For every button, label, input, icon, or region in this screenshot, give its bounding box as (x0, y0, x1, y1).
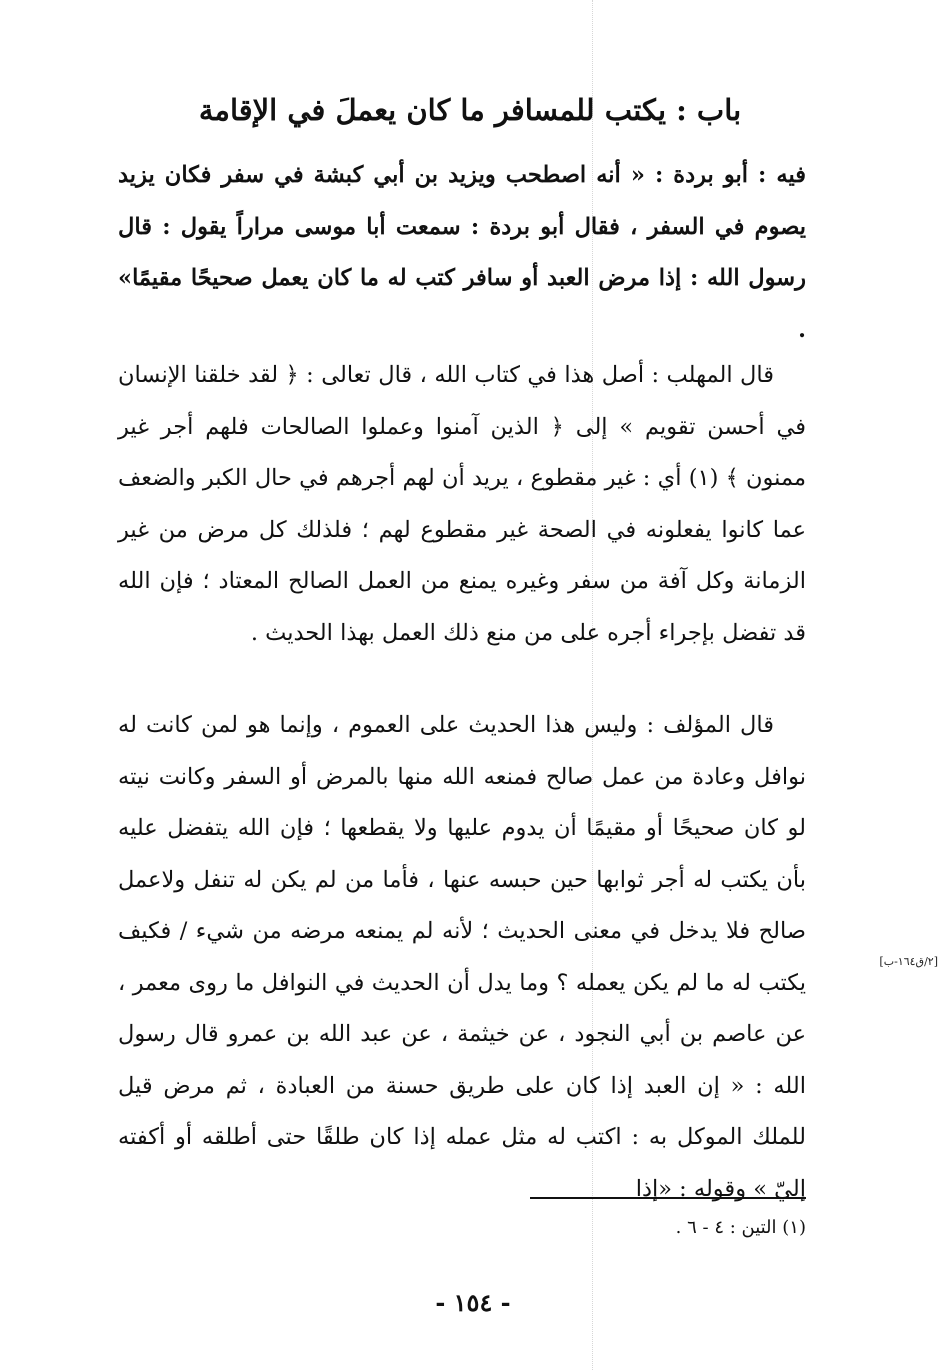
chapter-title: باب : يكتب للمسافر ما كان يعملَ في الإقامة (198, 93, 742, 127)
page-number: - ١٥٤ - (435, 1288, 511, 1317)
footnote: (١) التين : ٤ - ٦ . (675, 1217, 806, 1238)
paragraph-muhallab: قال المهلب : أصل هذا في كتاب الله ، قال تعالى : ﴿ لقد خلقنا الإنسان في أحسن تقويم » إلى ﴿ الذين آمنوا وعملوا الصالحات فلهم أجر غير ممنون ﴾ (١) أي : غير مقطوع ، يريد أن لهم أجرهم في حال الكبر والضعف عما كانوا يفعلونه في الصحة غير مقطوع لهم ؛ فلذلك كل مرض من غير الزمانة وكل آفة من سفر وغيره يمنع من العمل الصالح المعتاد ؛ فإن الله قد تفضل بإجراء أجره على من منع ذلك العمل بهذا الحديث . (118, 362, 807, 646)
paragraph-author: قال المؤلف : وليس هذا الحديث على العموم ، وإنما هو لمن كانت له نوافل وعادة من عمل صالح فمنعه الله منها بالمرض أو السفر وكانت نيته لو كان صحيحًا أو مقيمًا أن يدوم عليها ولا يقطعها ؛ فإن الله يتفضل عليه بأن يكتب له أجر ثوابها حين حبسه عنها ، فأما من لم يكن له تنفل ولاعمل صالح فلا يدخل في معنى الحديث ؛ لأنه لم يمنعه مرضه من شيء / فكيف يكتب له ما لم يكن يعمله ؟ وما يدل أن الحديث في النوافل ما روى معمر ، عن عاصم بن أبي النجود ، عن خيثمة ، عن عبد الله بن عمرو قال رسول الله : « إن العبد إذا كان على طريق حسنة من العبادة ، ثم مرض قيل للملك الموكل به : اكتب له مثل عمله إذا كان طلقًا حتى أطلقه أو أكفته إليّ » وقوله : «إذا (118, 712, 806, 1202)
paragraph-hadith: فيه : أبو بردة : « أنه اصطحب ويزيد بن أبي كبشة في سفر فكان يزيد يصوم في السفر ، فقال أبو بردة : سمعت أبا موسى مراراً يقول : قال رسول الله : إذا مرض العبد أو سافر كتب له ما كان يعمل صحيحًا مقيمًا» . (118, 162, 806, 343)
footnote-divider (530, 1197, 806, 1199)
manuscript-margin-note: [٢/ق١٦٤-ب] (879, 955, 938, 968)
